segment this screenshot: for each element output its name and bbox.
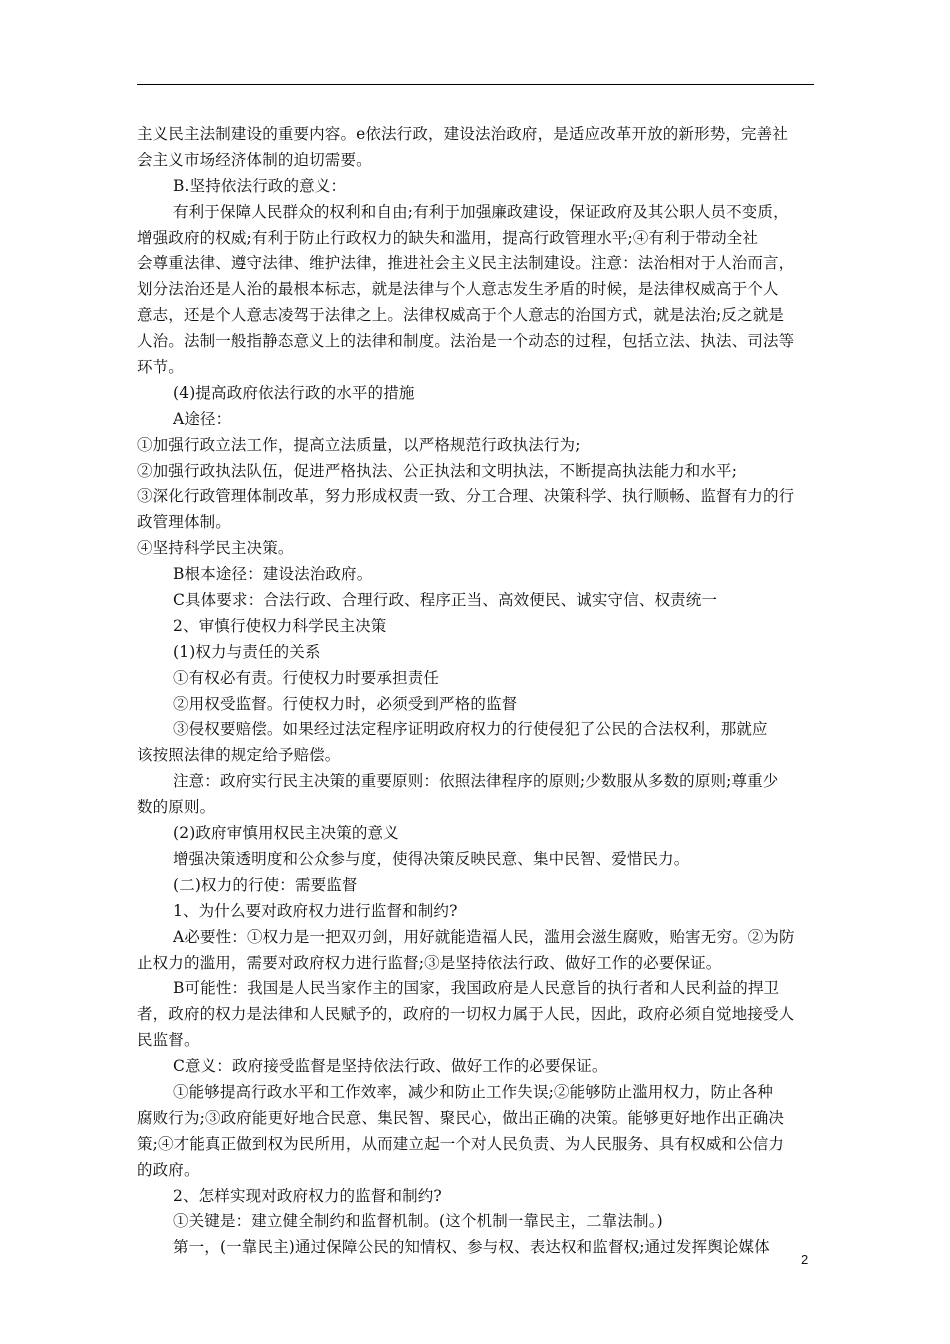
text-line: ①有权必有责。行使权力时要承担责任	[173, 668, 440, 687]
text-line: C意义：政府接受监督是坚持依法行政、做好工作的必要保证。	[173, 1057, 608, 1076]
text-line: 主义民主法制建设的重要内容。e依法行政，建设法治政府，是适应改革开放的新形势，完善社	[137, 125, 788, 143]
text-line: 注意：政府实行民主决策的重要原则：依照法律程序的原则;少数服从多数的原则;尊重少	[173, 772, 779, 791]
text-line: B根本途径：建设法治政府。	[173, 565, 373, 584]
text-line: 1、为什么要对政府权力进行监督和制约?	[173, 901, 458, 920]
text-line: 数的原则。	[137, 798, 216, 817]
text-line: 意志，还是个人意志凌驾于法律之上。法律权威高于个人意志的治国方式，就是法治;反之就是	[137, 306, 785, 325]
text-line: 民监督。	[137, 1031, 200, 1050]
text-line: 增强决策透明度和公众参与度，使得决策反映民意、集中民智、爱惜民力。	[173, 849, 690, 868]
text-line: 2、审慎行使权力科学民主决策	[173, 616, 387, 635]
text-line: ①加强行政立法工作，提高立法质量，以严格规范行政执法行为;	[137, 435, 581, 454]
text-line: ②加强行政执法队伍，促进严格执法、公正执法和文明执法，不断提高执法能力和水平;	[137, 461, 738, 480]
text-line: 腐败行为;③政府能更好地合民意、集民智、聚民心，做出正确的决策。能够更好地作出正确决	[137, 1108, 785, 1127]
text-line: ②用权受监督。行使权力时，必须受到严格的监督	[173, 694, 518, 713]
page-number: 2	[801, 1252, 809, 1267]
text-line: B.坚持依法行政的意义：	[173, 176, 347, 195]
text-line: ①能够提高行政水平和工作效率，减少和防止工作失误;②能够防止滥用权力，防止各种	[173, 1082, 774, 1101]
text-line: 者，政府的权力是法律和人民赋予的，政府的一切权力属于人民，因此，政府必须自觉地接受人	[137, 1005, 795, 1024]
text-line: 的政府。	[137, 1160, 200, 1179]
text-line: (1)权力与责任的关系	[173, 642, 321, 661]
text-line: ③深化行政管理体制改革，努力形成权责一致、分工合理、决策科学、执行顺畅、监督有力的行	[137, 487, 795, 506]
text-line: 有利于保障人民群众的权利和自由;有利于加强廉政建设，保证政府及其公职人员不变质，	[173, 202, 789, 221]
text-line: 该按照法律的规定给予赔偿。	[137, 746, 341, 765]
text-line: 第一，(一靠民主)通过保障公民的知情权、参与权、表达权和监督权;通过发挥舆论媒体	[173, 1238, 770, 1257]
text-line: 人治。法制一般指静态意义上的法律和制度。法治是一个动态的过程，包括立法、执法、司法等	[137, 332, 795, 351]
text-line: B可能性：我国是人民当家作主的国家，我国政府是人民意旨的执行者和人民利益的捍卫	[173, 979, 780, 998]
text-line: 环节。	[137, 358, 184, 377]
text-line: 增强政府的权威;有利于防止行政权力的缺失和滥用，提高行政管理水平;④有利于带动全社	[137, 228, 759, 247]
text-line: A途径：	[173, 409, 232, 428]
text-line: 2、怎样实现对政府权力的监督和制约?	[173, 1186, 442, 1205]
text-line: 止权力的滥用，需要对政府权力进行监督;③是坚持依法行政、做好工作的必要保证。	[137, 953, 722, 972]
text-line: A必要性：①权力是一把双刃剑，用好就能造福人民，滥用会滋生腐败，贻害无穷。②为防	[173, 927, 795, 946]
header-rule	[137, 84, 814, 85]
text-line: 会尊重法律、遵守法律、维护法律，推进社会主义民主法制建设。注意：法治相对于人治而言，	[137, 254, 795, 273]
text-line: (二)权力的行使：需要监督	[173, 875, 358, 894]
text-line: (4)提高政府依法行政的水平的措施	[173, 383, 415, 402]
text-line: 划分法治还是人治的最根本标志，就是法律与个人意志发生矛盾的时候，是法律权威高于个人	[137, 280, 779, 299]
text-line: 政管理体制。	[137, 513, 231, 532]
text-line: ①关键是：建立健全制约和监督机制。(这个机制一靠民主，二靠法制。)	[173, 1212, 663, 1231]
text-line: C具体要求：合法行政、合理行政、程序正当、高效便民、诚实守信、权责统一	[173, 591, 718, 610]
text-line: 策;④才能真正做到权为民所用，从而建立起一个对人民负责、为人民服务、具有权威和公信力	[137, 1134, 785, 1153]
text-line: ③侵权要赔偿。如果经过法定程序证明政府权力的行使侵犯了公民的合法权利，那就应	[173, 720, 768, 739]
text-line: 会主义市场经济体制的迫切需要。	[137, 150, 372, 169]
text-line: (2)政府审慎用权民主决策的意义	[173, 824, 399, 843]
text-line: ④坚持科学民主决策。	[137, 539, 294, 558]
document-body	[137, 122, 814, 1261]
